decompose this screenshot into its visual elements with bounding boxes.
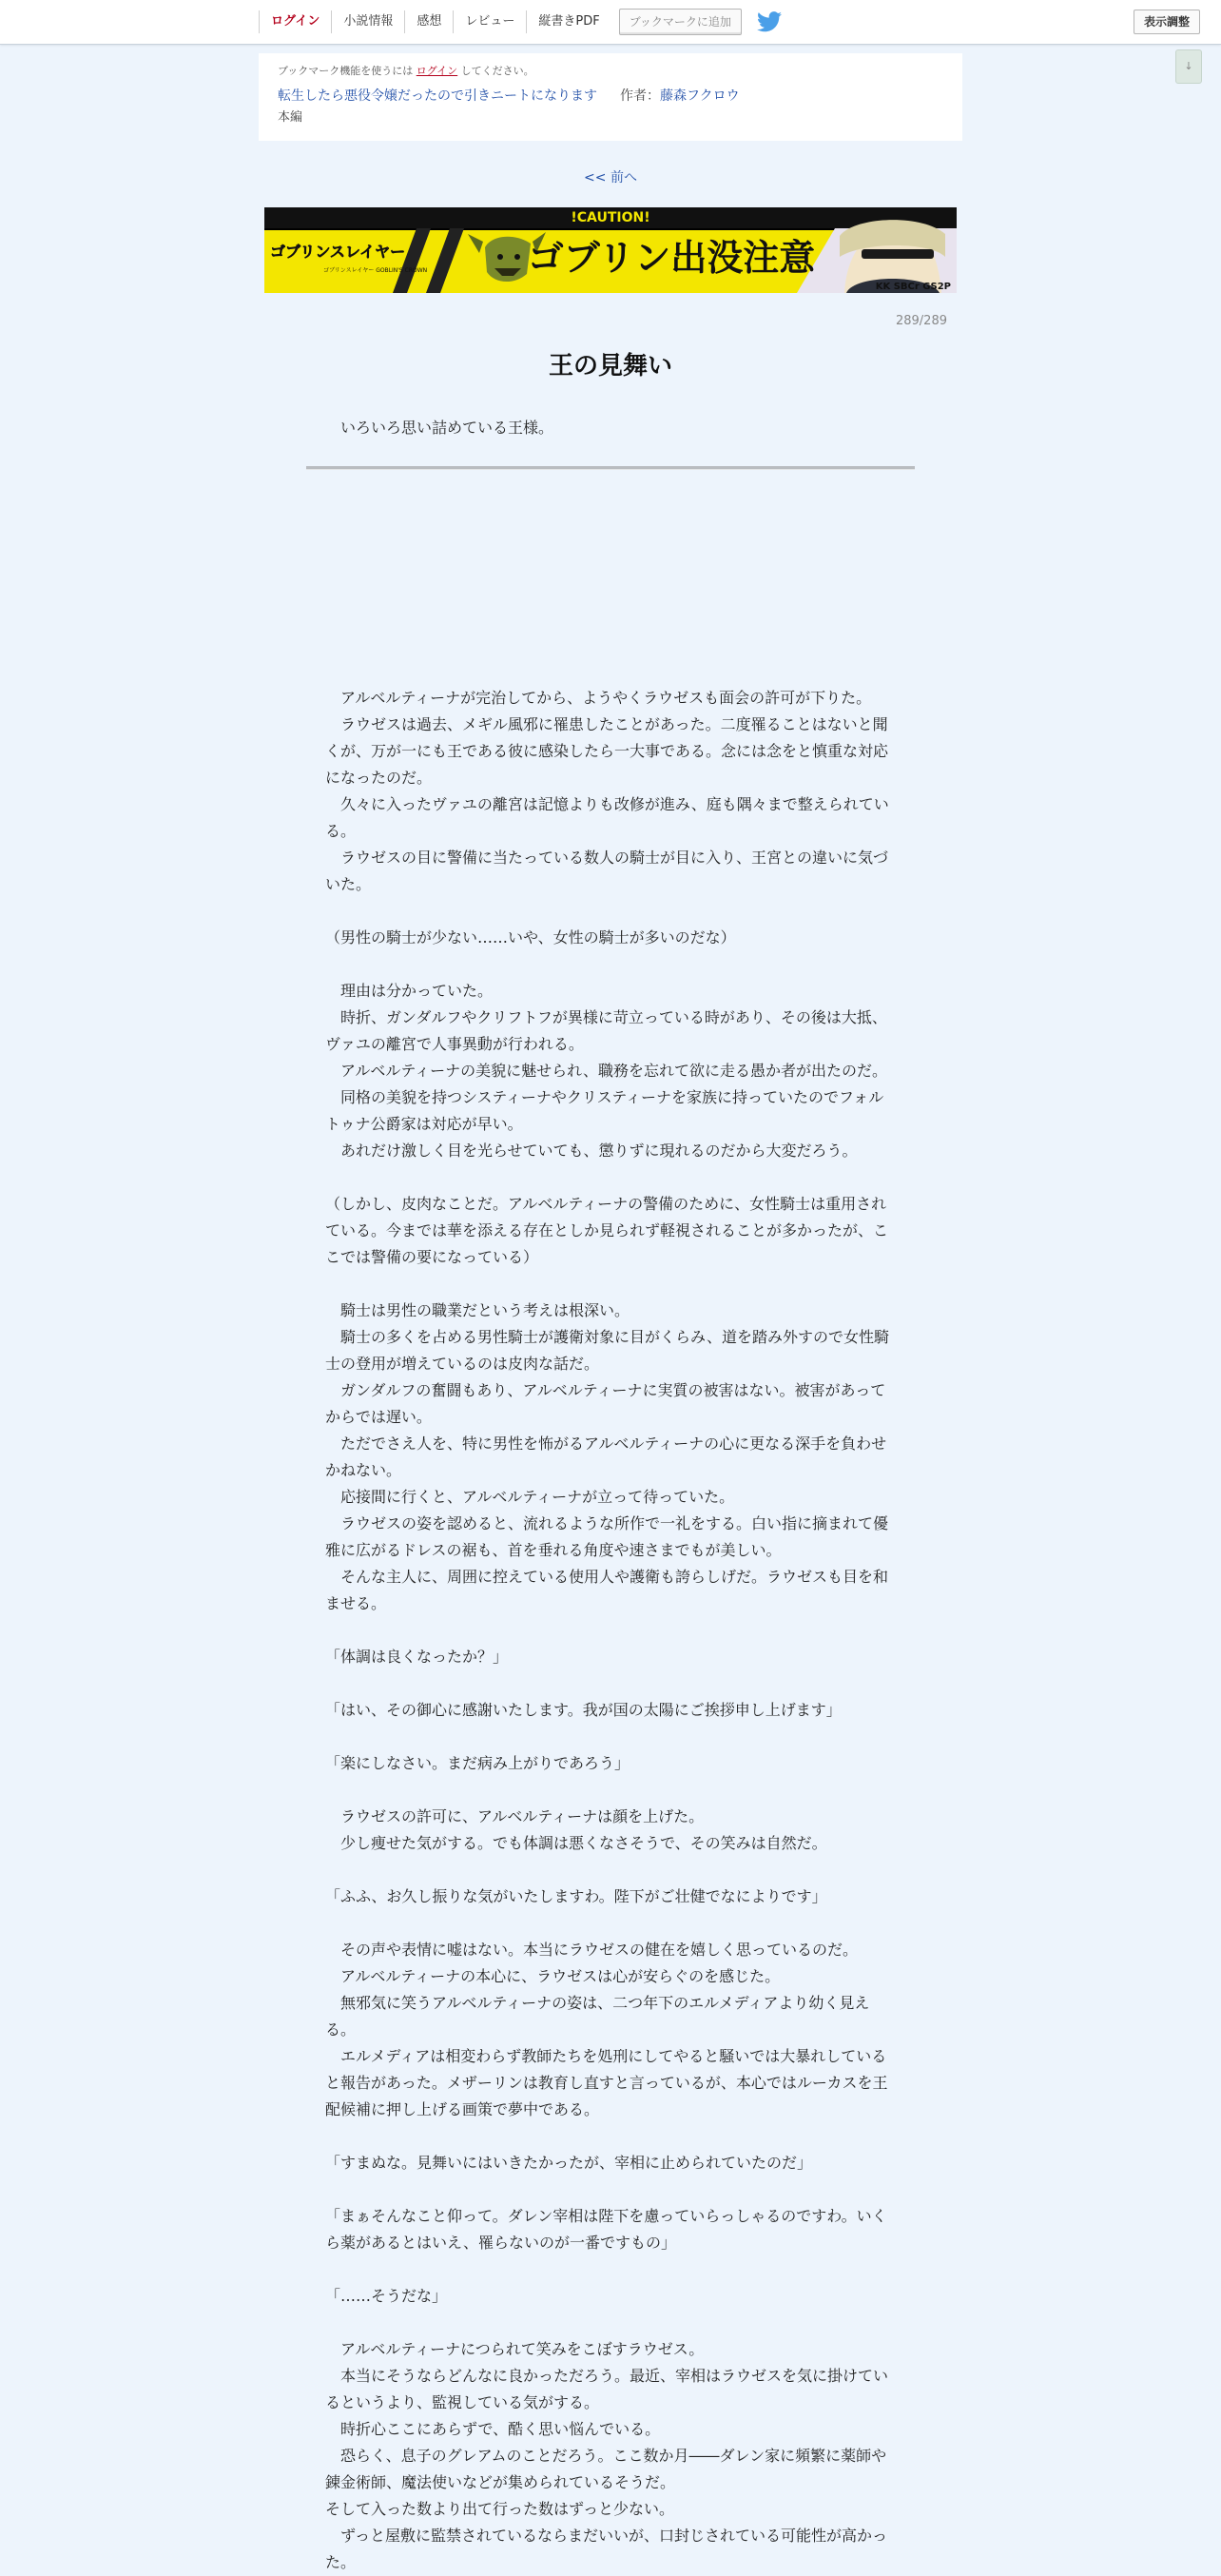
body-line [325,2310,896,2336]
body-line [325,2123,896,2150]
vertical-pdf-link[interactable]: 縦書きPDF [526,10,610,33]
body-line: 久々に入ったヴァユの離宮は記憶よりも改修が進み、庭も隅々まで整えられている。 [325,795,889,840]
body-line: 「体調は良くなったか？」 [325,1648,509,1666]
preface-text: いろいろ思い詰めている王様。 [340,419,554,437]
body-line [325,605,896,632]
body-line: 「はい、その御心に感謝いたします。我が国の太陽にご挨拶申し上げます」 [325,1701,842,1719]
novel-info-link[interactable]: 小説情報 [331,10,404,33]
body-line: ラウゼスの姿を認めると、流れるような所作で一礼をする。白い指に摘まれて優雅に広がるドレスの裾も、首を垂れる角度や速さまでもが美しい。 [325,1514,889,1559]
body-line: （しかし、皮肉なことだ。アルベルティーナの警備のために、女性騎士は重用されている。今までは華を添える存在としか見られず軽視されることが多かったが、ここでは警備の要になっている） [325,1195,889,1266]
body-line: 「ふふ、お久し振りな気がいたしますわ。陛下がご壮健でなによりです」 [325,1887,827,1905]
body-line [325,578,896,605]
body-line [325,632,896,658]
body-line [325,1857,896,1883]
prev-page-link[interactable]: << 前へ [584,170,637,185]
author-link[interactable]: 藤森フクロウ [660,88,740,104]
body-line [325,1670,896,1697]
novel-info-box [259,53,962,141]
review-link[interactable]: レビュー [453,10,526,33]
body-line: 騎士の多くを占める男性騎士が護衛対象に目がくらみ、道を踏み外すので女性騎士の登用が増えているのは皮肉な話だ。 [325,1328,889,1373]
body-line [325,1724,896,1750]
top-navigation-bar [0,0,1221,45]
chapter-title: 王の見舞い [548,352,672,381]
body-line: ラウゼスの目に警備に当たっている数人の騎士が目に入り、王宮との違いに気づいた。 [325,849,889,893]
body-line: あれだけ激しく目を光らせていても、懲りずに現れるのだから大変だろう。 [325,1142,858,1160]
body-line [325,898,896,925]
body-line: ガンダルフの奮闘もあり、アルベルティーナに実質の被害はない。被害があってからでは遅い。 [325,1381,886,1426]
banner-headline-text: ゴブリン出没注意 [527,237,816,279]
body-line: ただでさえ人を、特に男性を怖がるアルベルティーナの心に更なる深手を負わせかねない。 [325,1434,887,1479]
body-line: 騎士は男性の職業だという考えは根深い。 [325,1301,630,1319]
body-line: ずっと屋敷に監禁されているならまだいいが、口封じされている可能性が高かった。 [325,2527,888,2571]
banner-logo-text: ゴブリンスレイヤー [270,243,406,261]
body-line [325,1777,896,1804]
novel-title-link[interactable]: 転生したら悪役令嬢だったので引きニートになります [278,88,597,104]
body-line [325,1617,896,1644]
body-line [325,658,896,685]
preface-divider [306,466,915,470]
body-line: 「まぁそんなこと仰って。ダレン宰相は陛下を慮っていらっしゃるのですわ。いくら薬があるとはいえ、罹らないのが一番ですもの」 [325,2207,887,2252]
bookmark-note-text-end: してください。 [457,65,534,77]
impressions-link[interactable]: 感想 [404,10,453,33]
display-settings-button[interactable]: 表示調整 [1134,10,1200,34]
global-nav [259,0,782,44]
body-line: 時折心ここにあらずで、酷く思い悩んでいる。 [325,2420,661,2438]
banner-logo-subtext: ゴブリンスレイヤー GOBLIN'S CROWN [323,267,428,274]
body-line [325,2256,896,2283]
body-line: その声や表情に嘘はない。本当にラウゼスの健在を嬉しく思っているのだ。 [325,1941,859,1959]
login-link[interactable]: ログイン [259,10,331,33]
body-line: 応接間に行くと、アルベルティーナが立って待っていた。 [325,1488,735,1506]
body-line [325,1271,896,1298]
body-line: アルベルティーナの本心に、ラウゼスは心が安らぐのを感じた。 [325,1967,781,1985]
body-line: アルベルティーナにつられて笑みをこぼすラウゼス。 [325,2340,705,2358]
body-line: （男性の騎士が少ない……いや、女性の騎士が多いのだな） [325,928,736,946]
body-line: アルベルティーナの美貌に魅せられ、職務を忘れて欲に走る愚か者が出たのだ。 [325,1062,888,1080]
body-line: アルベルティーナが完治してから、ようやくラウゼスも面会の許可が下りた。 [325,689,872,707]
body-line: 「すまぬな。見舞いにはいきたかったが、宰相に止められていたのだ」 [325,2154,813,2172]
body-line: 「楽にしなさい。まだ病み上がりであろう」 [325,1754,630,1772]
body-line [325,1910,896,1937]
bookmark-note [278,59,943,84]
twitter-icon[interactable] [757,11,782,32]
page-number: 289/289 [895,314,947,328]
chapter-label: 本編 [278,110,303,125]
scroll-down-button[interactable]: ↓ [1175,49,1202,84]
bookmark-login-link[interactable]: ログイン [416,65,458,77]
body-line: 時折、ガンダルフやクリフトフが異様に苛立っている時があり、その後は大抵、ヴァユの離宮で人事異動が行われる。 [325,1008,887,1053]
banner-caution-text: !CAUTION! [571,210,650,225]
body-line: エルメディアは相変わらず教師たちを処刑にしてやると騒いでは大暴れしていると報告があった。メザーリンは教育し直すと言っているが、本心ではルーカスを王配候補に押し上げる画策で夢中である。 [325,2047,888,2118]
novel-title-line [278,84,943,108]
body-line: ラウゼスの許可に、アルベルティーナは顔を上げた。 [325,1807,705,1825]
body-line [325,2176,896,2203]
add-bookmark-button[interactable]: ブックマークに追加 [619,9,742,35]
body-line: 恐らく、息子のグレアムのことだろう。ここ数か月――ダレン家に頻繁に薬師や錬金術師、魔法使いなどが集められているそうだ。 [325,2447,887,2491]
body-line: 本当にそうならどんなに良かっただろう。最近、宰相はラウゼスを気に掛けているというより、監視している気がする。 [325,2367,889,2411]
body-line: ラウゼスは過去、メギル風邪に罹患したことがあった。二度罹ることはないと聞くが、万が一にも王である彼に感染したら一大事である。念には念をと慎重な対応になったのだ。 [325,715,889,787]
body-line: 少し痩せた気がする。でも体調は悪くなさそうで、その笑みは自然だ。 [325,1834,827,1852]
body-line: 無邪気に笑うアルベルティーナの姿は、二つ年下のエルメディアより幼く見える。 [325,1994,870,2039]
author-label: 作者： [620,88,660,104]
bookmark-note-text: ブックマーク機能を使うには [278,65,417,77]
body-line: 「……そうだな」 [325,2287,448,2305]
body-line [325,1164,896,1191]
novel-body [325,578,896,2576]
body-line: そして入った数より出て行った数はずっと少ない。 [325,2500,675,2518]
body-line [325,951,896,978]
banner-credit-text: KK SBCr GS2P [875,282,951,292]
body-line: 理由は分かっていた。 [325,982,494,1000]
body-line: そんな主人に、周囲に控えている使用人や護衛も誇らしげだ。ラウゼスも目を和ませる。 [325,1568,889,1612]
ad-banner[interactable] [264,207,957,293]
body-line: 同格の美貌を持つシスティーナやクリスティーナを家族に持っていたのでフォルトゥナ公爵家は対応が早い。 [325,1088,884,1133]
